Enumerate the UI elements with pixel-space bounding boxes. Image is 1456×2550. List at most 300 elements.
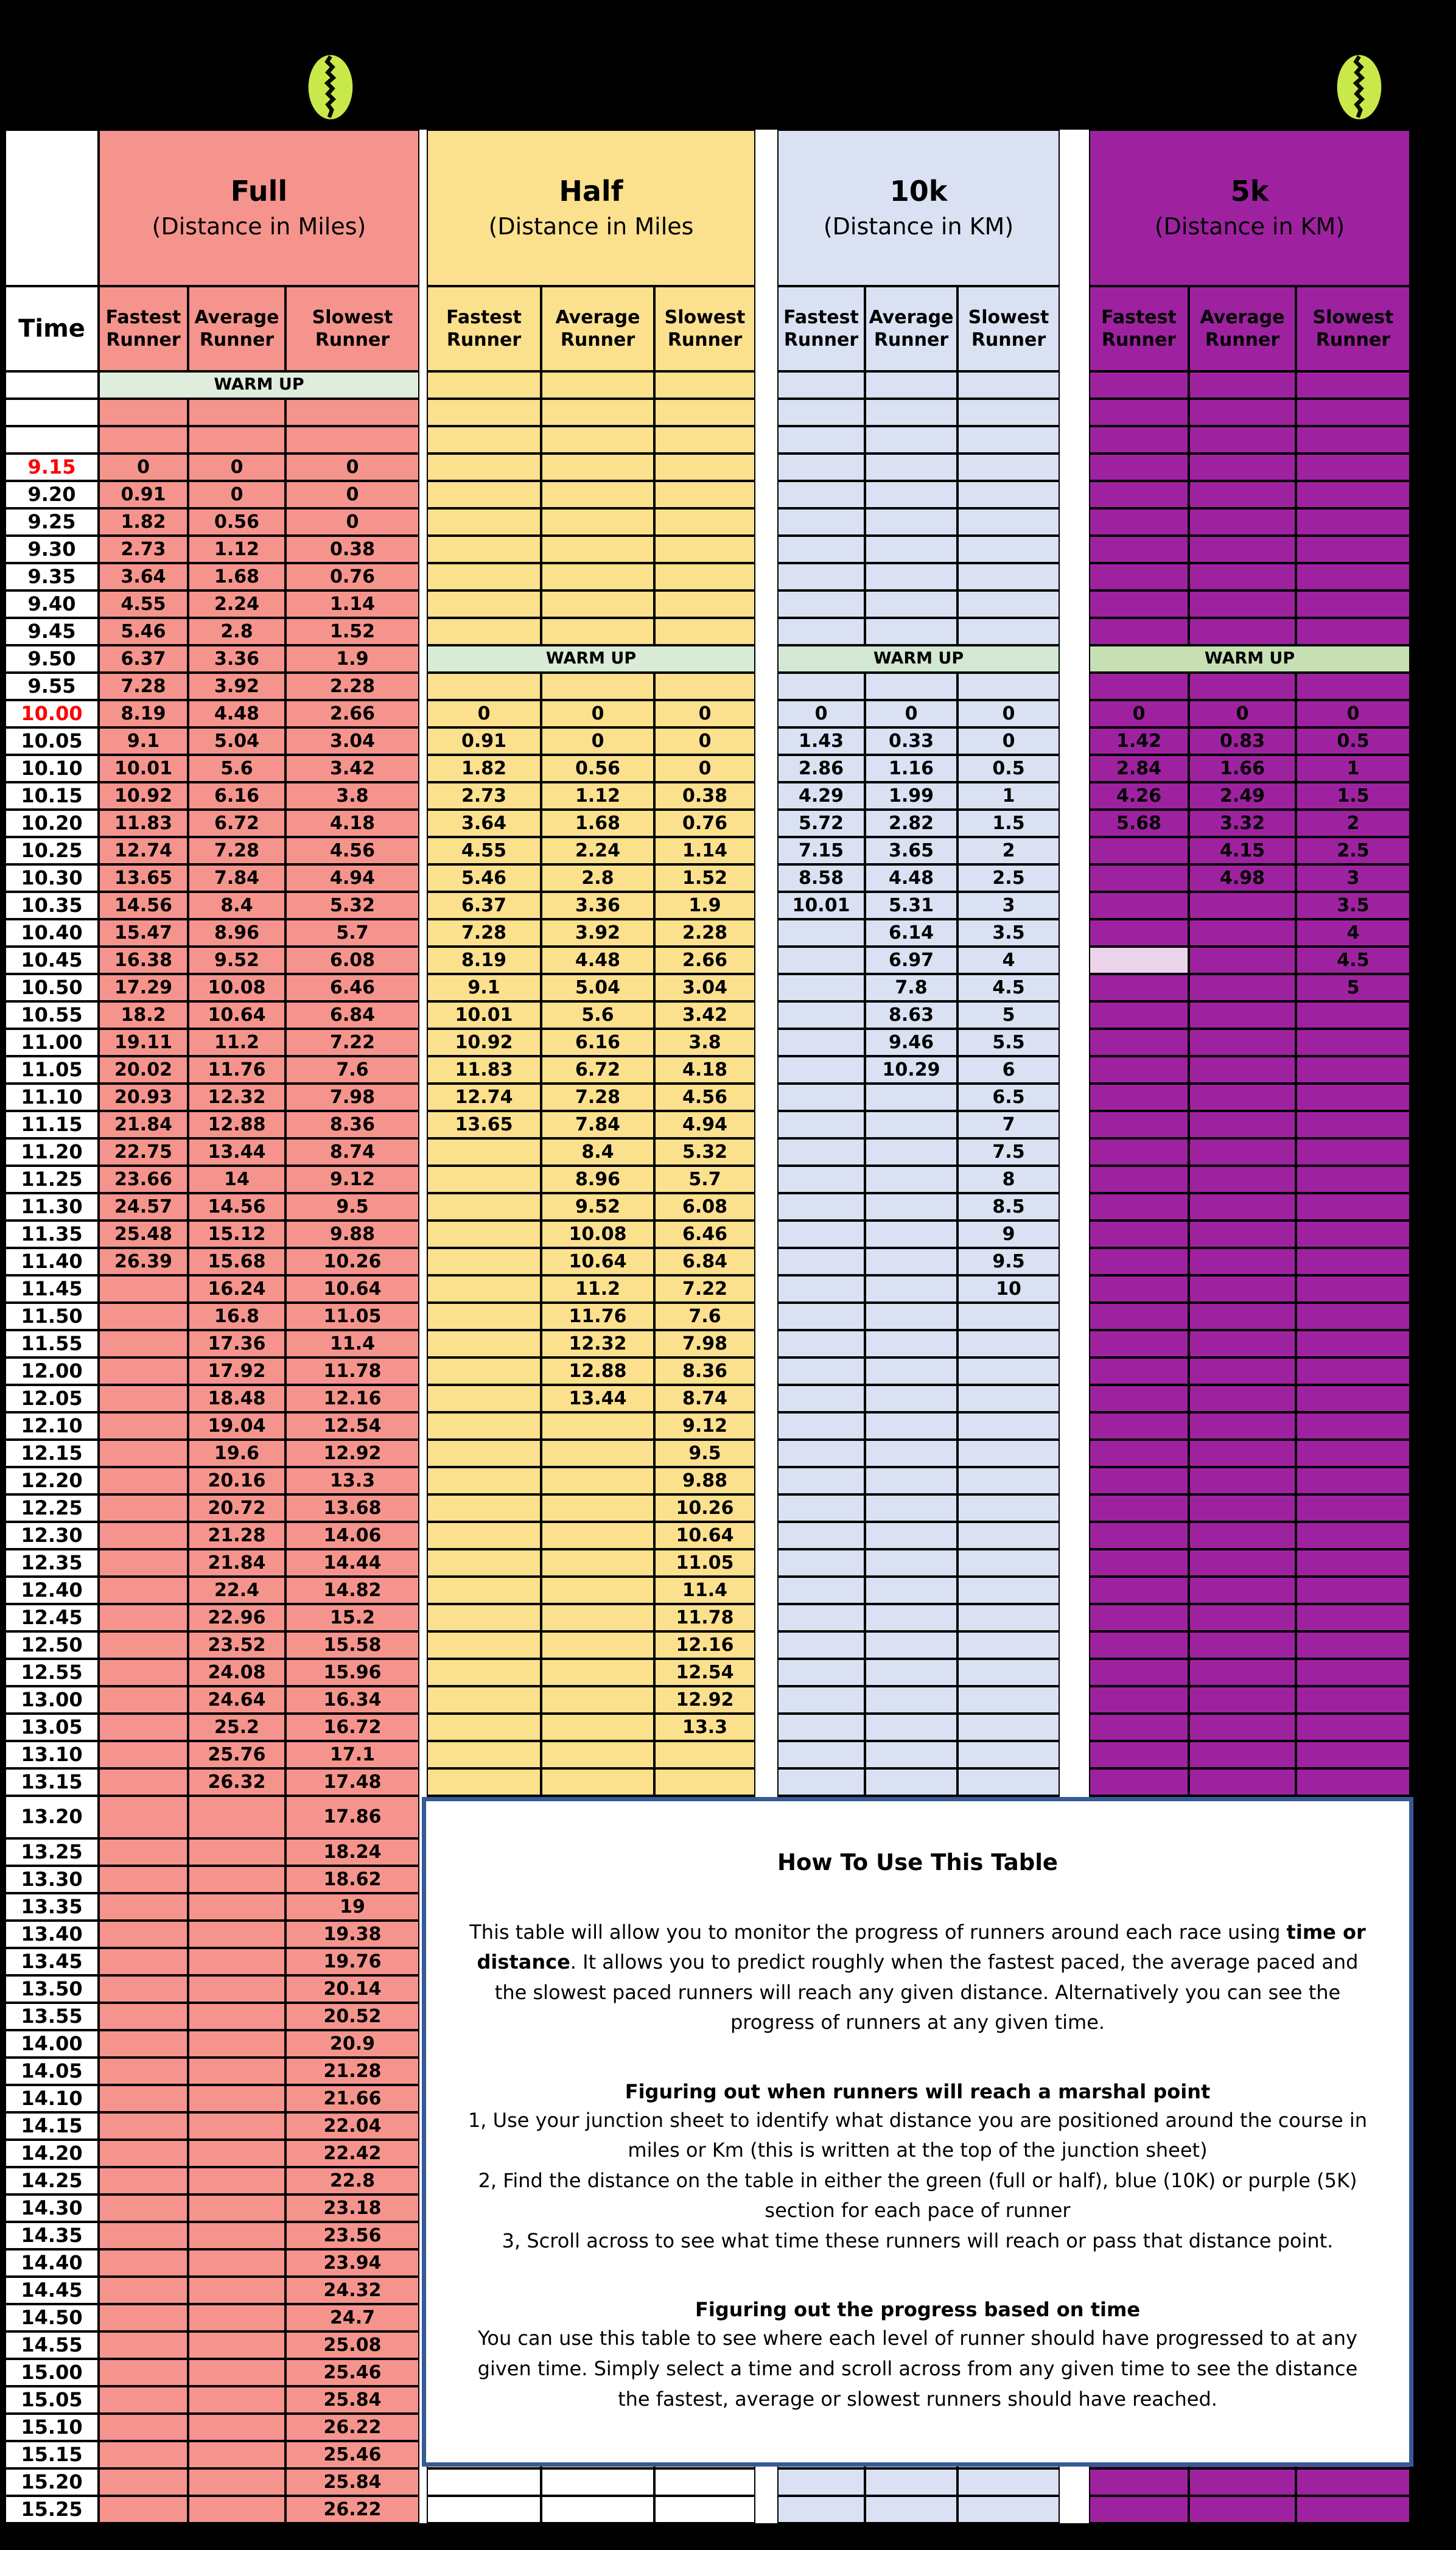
value-cell: 8.19: [99, 700, 188, 727]
time-cell: 10.10: [5, 755, 99, 782]
value-cell: [188, 2140, 285, 2167]
gap-spacer: [419, 1001, 427, 1029]
value-cell: 9.52: [541, 1193, 654, 1221]
value-cell: 1.52: [285, 618, 419, 645]
value-cell: [777, 1604, 865, 1631]
value-cell: [957, 1467, 1060, 1494]
value-cell: 11.76: [188, 1056, 285, 1084]
value-cell: [427, 673, 541, 700]
value-cell: [285, 426, 419, 454]
value-cell: [427, 618, 541, 645]
value-cell: [1089, 1084, 1189, 1111]
value-cell: 2.8: [188, 618, 285, 645]
gap-spacer: [755, 1714, 777, 1741]
value-cell: 2.5: [957, 864, 1060, 892]
value-cell: [427, 399, 541, 426]
column-header-half-0: [427, 286, 541, 371]
gap-spacer: [419, 1138, 427, 1166]
value-cell: [1189, 1714, 1296, 1741]
gap-spacer: [755, 1357, 777, 1385]
value-cell: [777, 1029, 865, 1056]
value-cell: 4.55: [99, 590, 188, 618]
table-row: [5, 810, 1410, 837]
value-cell: 11.05: [285, 1303, 419, 1330]
gap-spacer: [755, 1303, 777, 1330]
value-cell: [1296, 1111, 1410, 1138]
value-cell: [541, 1577, 654, 1604]
value-cell: [188, 2030, 285, 2058]
value-cell: [1189, 2496, 1296, 2523]
value-cell: [541, 1659, 654, 1686]
time-cell: 13.20: [5, 1796, 99, 1838]
time-cell: 14.25: [5, 2167, 99, 2194]
value-cell: 4.5: [957, 974, 1060, 1001]
value-cell: [1296, 1522, 1410, 1549]
value-cell: [654, 508, 755, 536]
value-cell: [427, 1549, 541, 1577]
value-cell: 14: [188, 1166, 285, 1193]
value-cell: 3.36: [541, 892, 654, 919]
value-cell: [427, 590, 541, 618]
warmup-cell: WARM UP: [1089, 645, 1410, 673]
value-cell: [1189, 1467, 1296, 1494]
value-cell: [1296, 1193, 1410, 1221]
value-cell: [427, 508, 541, 536]
value-cell: 13.44: [541, 1385, 654, 1412]
value-cell: [777, 426, 865, 454]
gap-spacer: [419, 1056, 427, 1084]
value-cell: [1089, 919, 1189, 947]
value-cell: [865, 1577, 957, 1604]
value-cell: [777, 1522, 865, 1549]
value-cell: [99, 1385, 188, 1412]
column-header-line: Runner: [199, 329, 275, 351]
table-row: [5, 1440, 1410, 1467]
value-cell: [1189, 1659, 1296, 1686]
value-cell: 11.4: [285, 1330, 419, 1357]
gap-spacer: [1060, 1138, 1089, 1166]
value-cell: [99, 2194, 188, 2222]
table-row: [5, 1275, 1410, 1303]
value-cell: [1189, 399, 1296, 426]
value-cell: [188, 1921, 285, 1948]
value-cell: 4: [957, 947, 1060, 974]
column-header-line: Runner: [1101, 329, 1177, 351]
value-cell: 0.5: [957, 755, 1060, 782]
gap-spacer: [1060, 892, 1089, 919]
gap-spacer: [419, 645, 427, 673]
table-row: [5, 590, 1410, 618]
section-subtitle-k5: (Distance in KM): [1154, 212, 1345, 240]
time-cell: 11.35: [5, 1221, 99, 1248]
value-cell: [99, 1893, 188, 1921]
gap-spacer: [1060, 1494, 1089, 1522]
value-cell: [188, 2167, 285, 2194]
time-cell: 13.10: [5, 1741, 99, 1768]
gap-spacer: [755, 1111, 777, 1138]
value-cell: 8.36: [654, 1357, 755, 1385]
value-cell: [1296, 1138, 1410, 1166]
value-cell: 18.48: [188, 1385, 285, 1412]
section-title-half: Half: [559, 175, 623, 208]
value-cell: 6.46: [654, 1221, 755, 1248]
gap-spacer: [419, 1084, 427, 1111]
value-cell: 2: [957, 837, 1060, 864]
gap-spacer: [419, 1166, 427, 1193]
value-cell: [777, 563, 865, 590]
table-row: [5, 1330, 1410, 1357]
value-cell: 2.28: [285, 673, 419, 700]
time-cell: 14.35: [5, 2222, 99, 2249]
gap-spacer: [755, 673, 777, 700]
value-cell: [957, 2496, 1060, 2523]
value-cell: [188, 2249, 285, 2277]
logo-icon: [1326, 52, 1393, 120]
value-cell: 25.46: [285, 2359, 419, 2386]
value-cell: [1089, 1029, 1189, 1056]
value-cell: [777, 1193, 865, 1221]
column-header-line: Runner: [315, 329, 390, 351]
value-cell: 1.14: [285, 590, 419, 618]
value-cell: 11.83: [427, 1056, 541, 1084]
gap-spacer: [419, 1385, 427, 1412]
column-header-line: Slowest: [664, 306, 746, 328]
table-row: [5, 1001, 1410, 1029]
value-cell: 9.5: [285, 1193, 419, 1221]
value-cell: [99, 1796, 188, 1838]
value-cell: [1089, 673, 1189, 700]
value-cell: 5.32: [285, 892, 419, 919]
time-cell: 15.10: [5, 2414, 99, 2441]
value-cell: 21.28: [285, 2058, 419, 2085]
gap-spacer: [755, 947, 777, 974]
value-cell: [777, 1577, 865, 1604]
value-cell: [427, 1522, 541, 1549]
value-cell: 18.2: [99, 1001, 188, 1029]
value-cell: [1089, 2468, 1189, 2496]
value-cell: 7.84: [188, 864, 285, 892]
value-cell: [1089, 563, 1189, 590]
gap-spacer: [419, 286, 427, 371]
value-cell: [1089, 1714, 1189, 1741]
gap-spacer: [419, 1412, 427, 1440]
time-cell: 14.50: [5, 2304, 99, 2331]
value-cell: 2.82: [865, 810, 957, 837]
value-cell: [777, 1357, 865, 1385]
value-cell: [1189, 1522, 1296, 1549]
table-row: [5, 1138, 1410, 1166]
time-cell: 10.20: [5, 810, 99, 837]
value-cell: [99, 1686, 188, 1714]
value-cell: 9.12: [654, 1412, 755, 1440]
value-cell: [957, 1412, 1060, 1440]
gap-spacer: [419, 590, 427, 618]
gap-spacer: [755, 727, 777, 755]
value-cell: [957, 399, 1060, 426]
value-cell: [99, 1741, 188, 1768]
table-row: [5, 974, 1410, 1001]
value-cell: [1189, 563, 1296, 590]
value-cell: [427, 1494, 541, 1522]
gap-spacer: [1060, 947, 1089, 974]
info-section-time: [459, 2298, 1376, 2414]
group-header-row: [5, 130, 1410, 286]
column-header-line: Runner: [106, 329, 181, 351]
time-cell: 10.00: [5, 700, 99, 727]
value-cell: 21.66: [285, 2085, 419, 2112]
value-cell: 23.56: [285, 2222, 419, 2249]
value-cell: 1.68: [188, 563, 285, 590]
value-cell: 10.64: [654, 1522, 755, 1549]
gap-spacer: [419, 426, 427, 454]
value-cell: [1189, 1275, 1296, 1303]
value-cell: [541, 1522, 654, 1549]
gap-spacer: [1060, 618, 1089, 645]
value-cell: 8.4: [541, 1138, 654, 1166]
value-cell: 25.84: [285, 2468, 419, 2496]
gap-spacer: [755, 1275, 777, 1303]
value-cell: 4.55: [427, 837, 541, 864]
gap-spacer: [419, 508, 427, 536]
value-cell: [1189, 1494, 1296, 1522]
value-cell: 12.54: [285, 1412, 419, 1440]
gap-spacer: [755, 1440, 777, 1467]
value-cell: 0.76: [654, 810, 755, 837]
value-cell: 14.56: [188, 1193, 285, 1221]
value-cell: [1089, 1385, 1189, 1412]
gap-spacer: [755, 1604, 777, 1631]
value-cell: [427, 1330, 541, 1357]
value-cell: [777, 2496, 865, 2523]
value-cell: [957, 1330, 1060, 1357]
gap-spacer: [1060, 2468, 1089, 2496]
value-cell: [188, 426, 285, 454]
time-cell: 10.55: [5, 1001, 99, 1029]
value-cell: [541, 673, 654, 700]
gap-spacer: [755, 371, 777, 399]
value-cell: [1296, 1714, 1410, 1741]
value-cell: [777, 1001, 865, 1029]
value-cell: 12.74: [99, 837, 188, 864]
value-cell: 5.5: [957, 1029, 1060, 1056]
value-cell: 1: [957, 782, 1060, 810]
value-cell: 11.4: [654, 1577, 755, 1604]
value-cell: [1089, 1631, 1189, 1659]
value-cell: 3.42: [654, 1001, 755, 1029]
time-cell: 10.40: [5, 919, 99, 947]
gap-spacer: [1060, 919, 1089, 947]
value-cell: 9.88: [654, 1467, 755, 1494]
value-cell: [1189, 1686, 1296, 1714]
value-cell: 2.28: [654, 919, 755, 947]
gap-spacer: [755, 536, 777, 563]
value-cell: [777, 371, 865, 399]
column-header-full-1: [188, 286, 285, 371]
gap-spacer: [755, 1467, 777, 1494]
value-cell: 2.49: [1189, 782, 1296, 810]
value-cell: [865, 1303, 957, 1330]
value-cell: [541, 2468, 654, 2496]
gap-spacer: [755, 286, 777, 371]
value-cell: 12.92: [285, 1440, 419, 1467]
value-cell: 5.46: [427, 864, 541, 892]
value-cell: 0: [957, 700, 1060, 727]
table-row: [5, 2496, 1410, 2523]
value-cell: [1296, 673, 1410, 700]
value-cell: 1.66: [1189, 755, 1296, 782]
value-cell: [865, 1549, 957, 1577]
table-row: [5, 700, 1410, 727]
value-cell: [865, 1138, 957, 1166]
gap-spacer: [1060, 782, 1089, 810]
value-cell: [957, 371, 1060, 399]
time-cell: 13.15: [5, 1768, 99, 1796]
value-cell: [427, 426, 541, 454]
value-cell: [957, 563, 1060, 590]
value-cell: [865, 673, 957, 700]
value-cell: [541, 481, 654, 508]
value-cell: [1189, 1221, 1296, 1248]
value-cell: [1189, 508, 1296, 536]
value-cell: 2.86: [777, 755, 865, 782]
value-cell: [865, 1412, 957, 1440]
time-cell: 11.05: [5, 1056, 99, 1084]
gap-spacer: [419, 837, 427, 864]
gap-spacer: [419, 1686, 427, 1714]
value-cell: [777, 454, 865, 481]
gap-spacer: [419, 1577, 427, 1604]
column-header-line: Slowest: [312, 306, 393, 328]
time-cell: 9.45: [5, 618, 99, 645]
gap-spacer: [1060, 1275, 1089, 1303]
time-cell: 15.15: [5, 2441, 99, 2468]
value-cell: 10.01: [777, 892, 865, 919]
value-cell: [1089, 1275, 1189, 1303]
value-cell: [777, 618, 865, 645]
value-cell: [99, 1975, 188, 2003]
time-cell: 9.50: [5, 645, 99, 673]
column-header-line: Runner: [667, 329, 743, 351]
column-header-line: Runner: [783, 329, 859, 351]
value-cell: [865, 536, 957, 563]
table-row: [5, 1357, 1410, 1385]
value-cell: [188, 2414, 285, 2441]
value-cell: 4.56: [654, 1084, 755, 1111]
time-cell: 10.45: [5, 947, 99, 974]
value-cell: 8.5: [957, 1193, 1060, 1221]
value-cell: [541, 2496, 654, 2523]
value-cell: 0: [777, 700, 865, 727]
value-cell: [957, 1659, 1060, 1686]
value-cell: [99, 2496, 188, 2523]
value-cell: [1189, 1412, 1296, 1440]
value-cell: 18.24: [285, 1838, 419, 1866]
value-cell: 1.52: [654, 864, 755, 892]
value-cell: 0.76: [285, 563, 419, 590]
gap-spacer: [1060, 454, 1089, 481]
value-cell: [188, 2222, 285, 2249]
value-cell: 25.84: [285, 2386, 419, 2414]
value-cell: 0: [1089, 700, 1189, 727]
value-cell: 15.12: [188, 1221, 285, 1248]
table-row: [5, 1221, 1410, 1248]
value-cell: 9.46: [865, 1029, 957, 1056]
time-cell: 12.50: [5, 1631, 99, 1659]
time-cell: 12.15: [5, 1440, 99, 1467]
table-row: [5, 1056, 1410, 1084]
value-cell: [1296, 1412, 1410, 1440]
value-cell: [99, 2167, 188, 2194]
value-cell: [777, 1138, 865, 1166]
value-cell: [777, 508, 865, 536]
value-cell: [654, 563, 755, 590]
value-cell: 6.08: [285, 947, 419, 974]
value-cell: 10.64: [541, 1248, 654, 1275]
value-cell: 0: [865, 700, 957, 727]
value-cell: 13.65: [427, 1111, 541, 1138]
value-cell: 11.83: [99, 810, 188, 837]
value-cell: 3.64: [427, 810, 541, 837]
value-cell: [427, 1686, 541, 1714]
value-cell: [1089, 2496, 1189, 2523]
value-cell: [777, 1303, 865, 1330]
value-cell: [427, 454, 541, 481]
value-cell: 1.5: [957, 810, 1060, 837]
value-cell: 21.84: [188, 1549, 285, 1577]
time-cell: 12.55: [5, 1659, 99, 1686]
gap-spacer: [1060, 837, 1089, 864]
section-title-k10: 10k: [889, 175, 948, 208]
value-cell: 3.92: [541, 919, 654, 947]
section-header-k10: [777, 130, 1060, 286]
value-cell: [1089, 1467, 1189, 1494]
value-cell: [427, 481, 541, 508]
value-cell: [865, 2468, 957, 2496]
gap-spacer: [419, 454, 427, 481]
value-cell: 20.02: [99, 1056, 188, 1084]
value-cell: [957, 618, 1060, 645]
value-cell: [865, 1385, 957, 1412]
value-cell: [1189, 1440, 1296, 1467]
value-cell: 12.88: [188, 1111, 285, 1138]
value-cell: [1189, 919, 1296, 947]
gap-spacer: [755, 1577, 777, 1604]
value-cell: [99, 1522, 188, 1549]
value-cell: 4.26: [1089, 782, 1189, 810]
logo-left: [297, 52, 364, 120]
value-cell: [1189, 1166, 1296, 1193]
logo-right: [1326, 52, 1393, 120]
value-cell: [865, 1221, 957, 1248]
value-cell: 0: [427, 700, 541, 727]
value-cell: 11.2: [188, 1029, 285, 1056]
value-cell: [541, 1604, 654, 1631]
value-cell: 22.4: [188, 1577, 285, 1604]
gap-spacer: [1060, 1166, 1089, 1193]
value-cell: 10.26: [285, 1248, 419, 1275]
value-cell: 7.22: [654, 1275, 755, 1303]
value-cell: 3: [1296, 864, 1410, 892]
value-cell: 12.54: [654, 1659, 755, 1686]
gap-spacer: [1060, 590, 1089, 618]
value-cell: [777, 1494, 865, 1522]
value-cell: 11.78: [285, 1357, 419, 1385]
table-row: [5, 1193, 1410, 1221]
time-cell: 12.45: [5, 1604, 99, 1631]
value-cell: [957, 1714, 1060, 1741]
value-cell: 0.38: [285, 536, 419, 563]
gap-spacer: [419, 1604, 427, 1631]
